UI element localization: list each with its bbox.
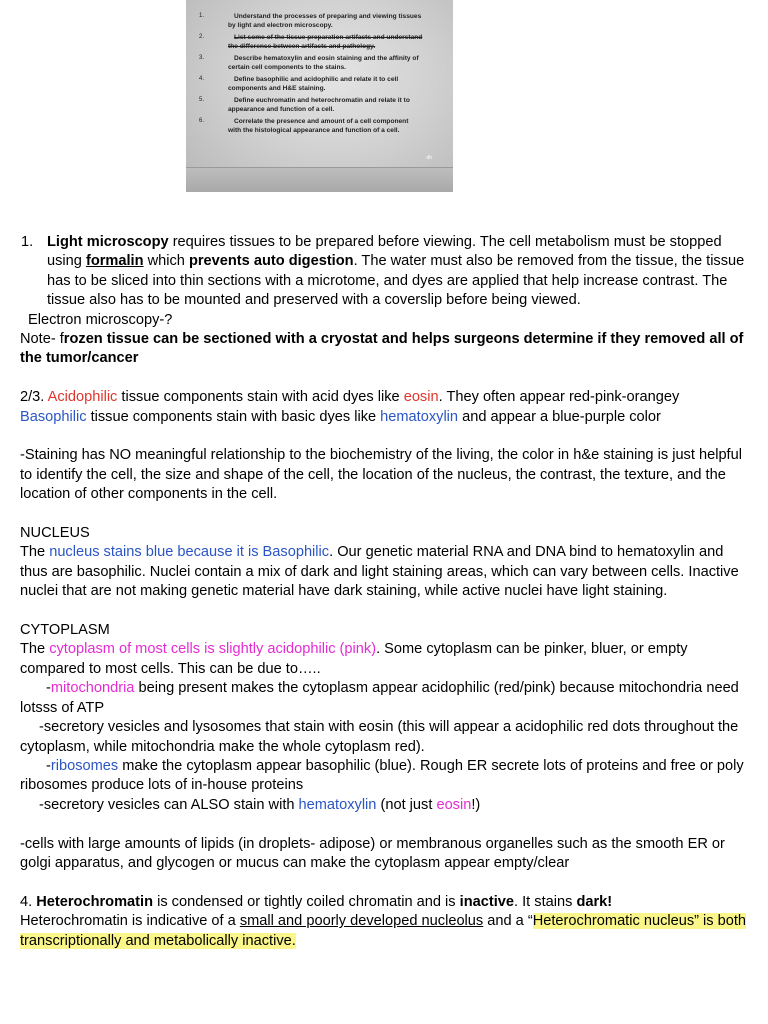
term-acidophilic: Acidophilic	[47, 389, 118, 406]
term-mitochondria: mitochondria	[50, 680, 135, 697]
spacer	[20, 873, 750, 892]
term-hematoxylin: hematoxylin	[298, 796, 377, 813]
spacer	[20, 602, 750, 621]
objective-number: 2.	[199, 34, 205, 40]
objective-text: Correlate the presence and amount of a cell component with the histological appearance and function of a cell.	[228, 118, 409, 134]
objective-text: Understand the processes of preparing and viewing tissues by light and electron microscopy.	[228, 13, 422, 29]
slide-initials: dh	[426, 155, 432, 161]
spacer	[20, 505, 750, 524]
term-prevents-auto-digestion: prevents auto digestion	[188, 253, 354, 270]
objective-item	[186, 75, 453, 93]
text: make the cytoplasm appear basophilic (blue). Rough ER secrete lots of proteins and free or poly ribosomes produce lots of in-house proteins	[20, 757, 744, 794]
text: tissue components stain with basic dyes like	[86, 408, 381, 425]
term-dark: dark!	[576, 893, 613, 910]
spacer	[20, 369, 750, 388]
text: . Some cytoplasm can be pinker, bluer, or empty compared to most cells. This can be due to…..	[20, 641, 688, 677]
cytoplasm-acidophilic-phrase: cytoplasm of most cells is slightly acidophilic (pink)	[49, 641, 377, 658]
objective-number: 5.	[199, 97, 205, 103]
nucleus-paragraph	[20, 543, 750, 601]
term-ribosomes: ribosomes	[50, 757, 119, 774]
section-1-light-microscopy	[20, 233, 750, 311]
lipids-paragraph: -cells with large amounts of lipids (in droplets- adipose) or membranous organelles such as the smooth ER or golgi apparatus, and glycogen or mucus can make the cytoplasm appear empty/clear	[20, 835, 725, 871]
text: . It stains	[514, 893, 577, 910]
term-light-microscopy: Light microscopy	[47, 234, 169, 250]
text: which	[143, 253, 189, 270]
objective-item	[186, 96, 453, 114]
term-eosin: eosin	[436, 796, 472, 813]
nucleus-basophilic-phrase: nucleus stains blue because it is Basophilic	[49, 544, 330, 561]
spacer	[20, 815, 750, 834]
text: (not just	[376, 796, 437, 813]
text: . They often appear red-pink-orangey	[438, 389, 680, 406]
term-eosin: eosin	[403, 389, 439, 406]
text: !)	[471, 796, 481, 813]
bold-text: rozen tissue can be sectioned with a cryostat and helps surgeons determine if they removed all of the tumor/cancer	[20, 331, 744, 367]
term-heterochromatin: Heterochromatin	[36, 893, 154, 910]
term-hematoxylin: hematoxylin	[380, 408, 459, 425]
notes-body	[20, 233, 750, 951]
text: tissue components stain with acid dyes like	[117, 389, 404, 406]
objective-text: Define basophilic and acidophilic and relate it to cell components and H&E staining.	[228, 76, 399, 92]
objective-number: 4.	[199, 76, 205, 82]
text: being present makes the cytoplasm appear acidophilic (red/pink) because mitochondria need lotsss of ATP	[20, 680, 739, 716]
term-basophilic: Basophilic	[20, 408, 87, 425]
text: requires tissues to be prepared before viewing. The cell metabolism must be stopped using	[47, 234, 722, 270]
cytoplasm-paragraph	[20, 640, 750, 679]
text: The	[20, 641, 50, 658]
objectives-list	[186, 12, 453, 138]
nucleus-heading: NUCLEUS	[20, 525, 90, 542]
text: 4.	[20, 893, 37, 910]
text: -secretory vesicles and lysosomes that stain with eosin (this will appear a acidophilic red dots throughout the cytoplasm, while mitochondria make the whole cytoplasm red).	[20, 719, 739, 755]
heterochromatin-paragraph	[20, 893, 750, 912]
text: Note- f	[20, 331, 64, 348]
ribosomes-bullet	[20, 757, 750, 796]
frozen-tissue-note	[20, 330, 750, 369]
objective-item	[186, 117, 453, 135]
electron-microscopy-line: Electron microscopy-?	[28, 311, 173, 328]
text: and a “	[483, 913, 533, 930]
text: The	[20, 544, 50, 561]
list-number: 1.	[21, 234, 34, 250]
secretory-hematoxylin-bullet	[20, 796, 750, 815]
acidophilic-paragraph	[20, 388, 750, 407]
staining-paragraph: -Staining has NO meaningful relationship to the biochemistry of the living, the color in h&e staining is just helpful to identify the cell, the size and shape of the cell, the location of the nucleus, the contrast, the texture, and the location of other components in the cell.	[20, 447, 742, 503]
objective-text: Define euchromatin and heterochromatin and relate it to appearance and function of a cell.	[228, 97, 410, 113]
objective-text: List some of the tissue preparation artifacts and understand the difference between artifacts and pathology.	[228, 34, 423, 50]
cytoplasm-heading: CYTOPLASM	[20, 622, 110, 639]
term-inactive: inactive	[459, 893, 515, 910]
objective-number: 3.	[199, 55, 205, 61]
secretory-vesicles-bullet	[20, 718, 750, 757]
objectives-slide-image	[186, 0, 453, 192]
text: . The water must also be removed from the tissue, the tissue has to be sliced into thin sections with a microtome, and dyes are applied that help increase contrast. The tissue also has to be mounted and preserved with a coverslip before being viewed.	[47, 253, 745, 309]
highlighted-phrase: Heterochromatic nucleus” is both transcriptionally and metabolically inactive.	[20, 913, 747, 949]
text: and appear a blue-purple color	[458, 408, 661, 425]
dash: -	[46, 757, 51, 774]
dash: -	[46, 680, 51, 697]
text: Heterochromatin is indicative of a	[20, 913, 240, 930]
objective-item	[186, 54, 453, 72]
basophilic-paragraph	[20, 408, 750, 427]
objective-number: 6.	[199, 118, 205, 124]
mitochondria-bullet	[20, 679, 750, 718]
objective-text: Describe hematoxylin and eosin staining and the affinity of certain cell components to the stains.	[228, 55, 419, 71]
text: 2/3.	[20, 389, 48, 406]
term-formalin: formalin	[85, 253, 144, 270]
text: . Our genetic material RNA and DNA bind to hematoxylin and thus are basophilic. Nuclei contain a mix of dark and light staining areas, which can vary between cells. Inactive nuclei that are not making genetic material have dark staining, while active nuclei have light staining.	[20, 544, 739, 600]
heterochromatin-nucleolus-paragraph	[20, 912, 750, 951]
small-nucleolus-phrase: small and poorly developed nucleolus	[239, 913, 484, 930]
spacer	[20, 427, 750, 446]
text: is condensed or tightly coiled chromatin and is	[153, 893, 460, 910]
text: -secretory vesicles can ALSO stain with	[39, 796, 299, 813]
slide-bottom-band	[186, 167, 453, 192]
objective-item	[186, 33, 453, 51]
objective-number: 1.	[199, 13, 205, 19]
objective-item	[186, 12, 453, 30]
